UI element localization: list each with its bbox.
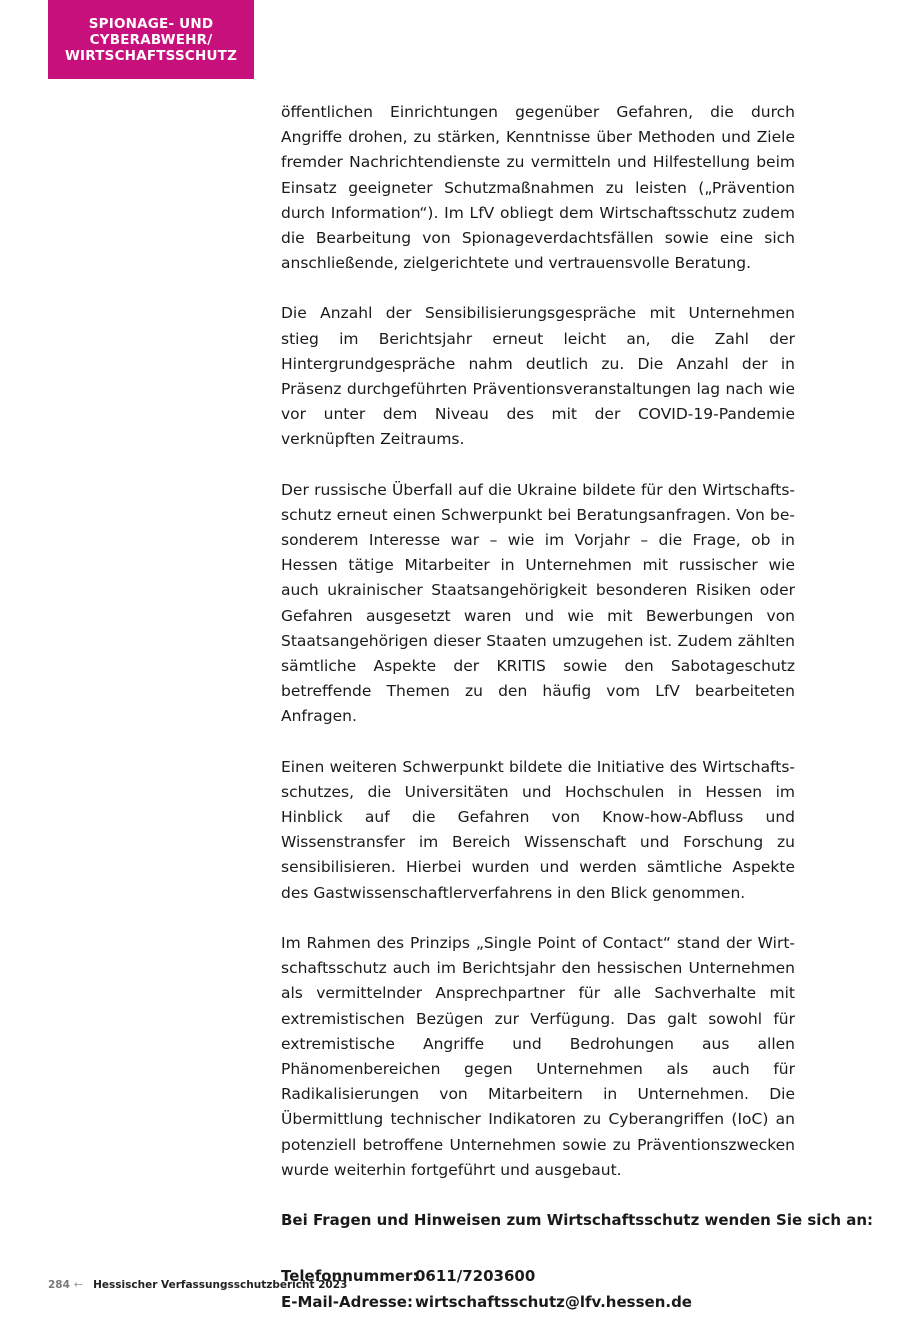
phone-row [281,1263,795,1289]
section-tag-line: CYBERABWEHR/ [89,32,213,48]
email-value: wirtschaftsschutz@lfv.hessen.de [415,1293,692,1312]
footer-title: Hessischer Verfassungsschutzbericht 2023 [93,1278,348,1291]
contact-heading: Bei Fragen und Hinweisen zum Wirtschaftsschutz wenden Sie sich an: [281,1210,874,1229]
body-paragraph: Die Anzahl der Sensibilisierungsgespräche mit Unternehmen stieg im Berichtsjahr erneut leicht an, die Zahl der Hintergrundgespräche nahm deutlich zu. Die Anzahl der in Präsenz durchgeführten Präventionsveranstaltungen lag nach wie vor unter dem Niveau des mit der COVID-19-Pandemie verknüpften Zeitraums. [281,304,795,449]
section-tag [48,0,254,79]
body-paragraph: Einen weiteren Schwerpunkt bildete die Initiative des Wirtschaftsschutzes, die Universitäten und Hochschulen in Hessen im Hinblick auf die Gefahren von Know-how-Abfluss und Wissenstransfer im Bereich Wissenschaft und Forschung zu sensibilisieren. Hierbei wurden und werden sämtliche Aspekte des Gastwissenschaftlerverfahrens in den Blick genommen. [281,757,795,902]
phone-label: Telefonnummer: [281,1267,419,1286]
body-paragraph: Der russische Überfall auf die Ukraine bildete für den Wirtschaftsschutz erneut einen Schwerpunkt bei Beratungsanfragen. Von besonderem Interesse war – wie im Vorjahr – die Frage, ob in Hessen tätige Mitarbeiter in Unternehmen mit russischer wie auch ukrainischer Staatsangehörigkeit besonderen Risiken oder Gefahren ausgesetzt waren und wie mit Bewerbungen von Staatsangehörigen dieser Staaten umzugehen ist. Zudem zählten sämtliche Aspekte der KRITIS sowie den Sabotageschutz betreffende Themen zu den häufig vom LfV bearbeiteten Anfragen. [281,480,795,726]
main-content [281,100,874,1315]
body-paragraph: öffentlichen Einrichtungen gegenüber Gefahren, die durch Angriffe drohen, zu stärken, Kenntnisse über Methoden und Ziele fremder Nachrichtendienste zu vermitteln und Hilfestellung beim Einsatz geeigneter Schutzmaßnahmen zu leisten („Prävention durch Information“). Im LfV obliegt dem Wirtschaftsschutz zudem die Bearbeitung von Spionageverdachtsfällen sowie eine sich anschließende, zielgerichtete und vertrauensvolle Beratung. [281,103,795,273]
section-tag-line: WIRTSCHAFTSSCHUTZ [64,48,238,64]
page-footer [48,1278,347,1291]
email-row [281,1289,795,1315]
page-number: 284 [48,1278,70,1291]
section-tag-line: SPIONAGE- UND [88,16,214,32]
email-label: E-Mail-Adresse: [281,1293,413,1312]
arrow-left-icon[interactable]: ← [73,1278,84,1291]
contact-block [281,1263,795,1315]
body-paragraph: Im Rahmen des Prinzips „Single Point of Contact“ stand der Wirtschaftsschutz auch im Berichtsjahr den hessischen Unternehmen als vermittelnder Ansprechpartner für alle Sachverhalte mit extremistischen Bezügen zur Verfügung. Das galt sowohl für extremistische Angriffe und Bedrohungen aus allen Phänomenbereichen gegen Unternehmen als auch für Radikalisierungen von Mitarbeitern in Unternehmen. Die Übermittlung technischer Indikatoren zu Cyberangriffen (IoC) an potenziell betroffene Unternehmen sowie zu Präventionszwecken wurde weiterhin fortgeführt und ausgebaut. [281,933,795,1179]
phone-value: 0611/7203600 [415,1267,536,1286]
